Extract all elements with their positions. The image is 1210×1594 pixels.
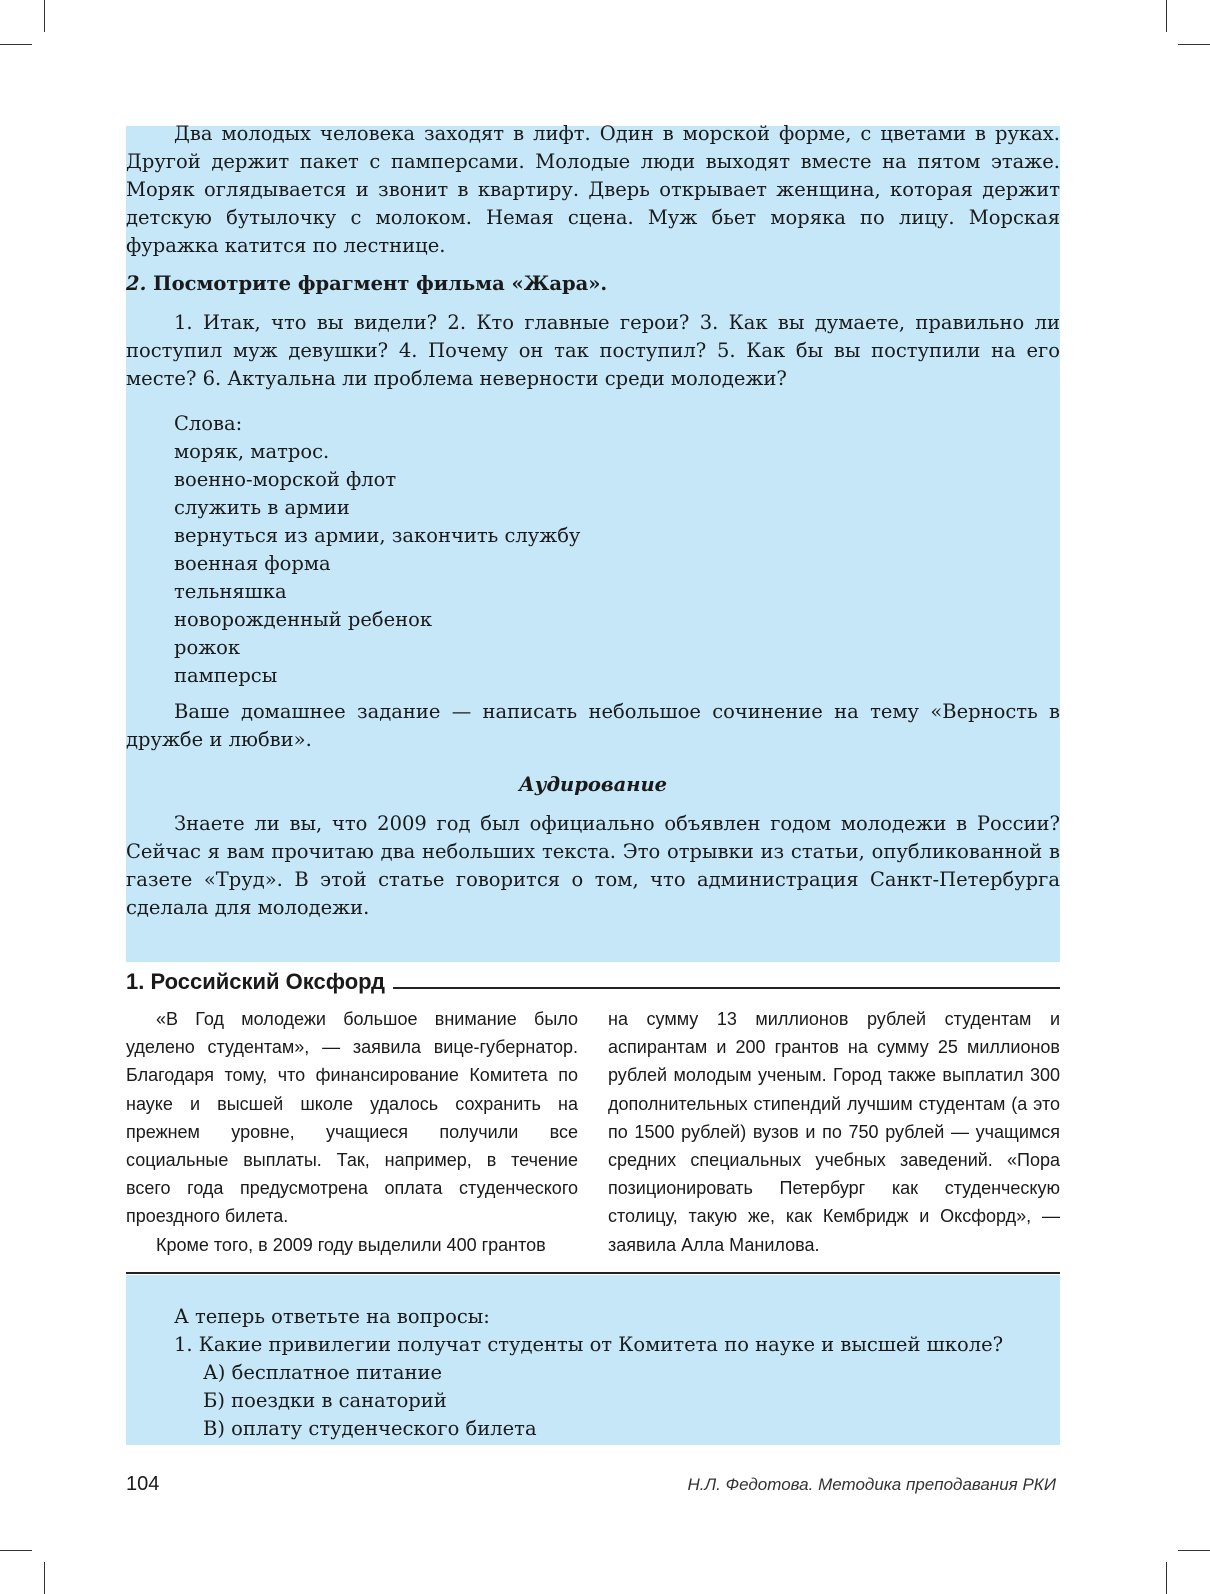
article-bottom-rule bbox=[126, 1272, 1060, 1274]
intro-paragraph: Два молодых человека заходят в лифт. Один в морской форме, с цветами в руках. Другой держит пакет с памперсами. Молодые люди выходят вместе на пятом этаже. Моряк оглядывается и звонит в квартиру. Дверь открывает женщина, которая держит детскую бутылочку с молоком. Немая сцена. Муж бьет моряка по лицу. Морская фуражка катится по лестнице. bbox=[126, 122, 1060, 257]
vocabulary-item: моряк, матрос. bbox=[174, 440, 330, 463]
task-text: Посмотрите фрагмент фильма «Жара». bbox=[153, 272, 608, 295]
article-columns bbox=[126, 1005, 1060, 1259]
running-footer: Н.Л. Федотова. Методика преподавания РКИ bbox=[687, 1475, 1056, 1494]
questions-paragraph: 1. Итак, что вы видели? 2. Кто главные герои? 3. Как вы думаете, правильно ли поступил муж девушки? 4. Почему он так поступил? 5. Как бы вы поступили на его месте? 6. Актуальна ли проблема неверности среди молодежи? bbox=[126, 311, 1060, 390]
crop-mark bbox=[44, 1562, 45, 1594]
vocabulary-item: новорожденный ребенок bbox=[174, 608, 433, 631]
title-rule bbox=[393, 987, 1060, 989]
crop-mark bbox=[1178, 44, 1210, 45]
article-paragraph: на сумму 13 миллионов рублей студентам и аспирантам и 200 грантов на сумму 25 миллионов рублей молодым ученым. Город также выплатил 300 дополнительных стипендий лучшим студентам (а это по 1500 рублей) вузов и по 750 рублей — учащимся средних специальных учебных заведений. «Пора позиционировать Петербург как студенческую столицу, такую же, как Кембридж и Оксфорд», — заявила Алла Манилова. bbox=[608, 1009, 1060, 1255]
crop-mark bbox=[1166, 0, 1167, 32]
article-column-left bbox=[126, 1005, 578, 1259]
crop-mark bbox=[44, 0, 45, 32]
quiz-question: 1. Какие привилегии получат студенты от Комитета по науке и высшей школе? bbox=[174, 1333, 1004, 1356]
questions-block bbox=[126, 309, 1060, 393]
task-heading bbox=[126, 270, 1060, 298]
vocabulary-heading: Слова: bbox=[174, 412, 243, 435]
quiz-option: В) оплату студенческого билета bbox=[203, 1417, 537, 1440]
crop-mark bbox=[0, 44, 32, 45]
crop-mark bbox=[1178, 1550, 1210, 1551]
page-number: 104 bbox=[126, 1473, 160, 1495]
article-paragraph: «В Год молодежи большое внимание было уделено студентам», — заявила вице-губернатор. Благодаря тому, что финансирование Комитета по науке и высшей школе удалось сохранить на прежнем уровне, учащиеся получили все социальные выплаты. Так, например, в течение всего года предусмотрена оплата студенческого проездного билета. bbox=[126, 1009, 578, 1227]
vocabulary-item: военно-морской флот bbox=[174, 468, 397, 491]
vocabulary-item: вернуться из армии, закончить службу bbox=[174, 524, 581, 547]
vocabulary-item: рожок bbox=[174, 636, 241, 659]
article-paragraph: Кроме того, в 2009 году выделили 400 грантов bbox=[156, 1234, 546, 1255]
quiz-option: А) бесплатное питание bbox=[203, 1361, 442, 1384]
homework-block bbox=[126, 698, 1060, 754]
quiz-block bbox=[174, 1303, 1003, 1443]
vocabulary-list bbox=[174, 410, 580, 690]
crop-mark bbox=[0, 1550, 32, 1551]
vocabulary-item: тельняшка bbox=[174, 580, 287, 603]
quiz-option: Б) поездки в санаторий bbox=[203, 1389, 447, 1412]
listening-heading: Аудирование bbox=[518, 773, 668, 796]
vocabulary-item: памперсы bbox=[174, 664, 278, 687]
homework-paragraph: Ваше домашнее задание — написать небольшое сочинение на тему «Верность в дружбе и любви». bbox=[126, 700, 1060, 751]
article-column-right bbox=[608, 1005, 1060, 1259]
listening-block bbox=[126, 810, 1060, 922]
listening-paragraph: Знаете ли вы, что 2009 год был официально объявлен годом молодежи в России? Сейчас я вам прочитаю два небольших текста. Это отрывки из статьи, опубликованной в газете «Труд». В этой статье говорится о том, что администрация Санкт-Петербурга сделала для молодежи. bbox=[126, 812, 1060, 919]
vocabulary-item: военная форма bbox=[174, 552, 331, 575]
crop-mark bbox=[1166, 1562, 1167, 1594]
quiz-intro: А теперь ответьте на вопросы: bbox=[174, 1305, 490, 1328]
intro-block bbox=[126, 120, 1060, 260]
article-title-bar bbox=[126, 963, 1060, 995]
task-number: 2. bbox=[126, 272, 147, 295]
vocabulary-item: служить в армии bbox=[174, 496, 350, 519]
article-title: 1. Российский Оксфорд bbox=[126, 969, 385, 994]
